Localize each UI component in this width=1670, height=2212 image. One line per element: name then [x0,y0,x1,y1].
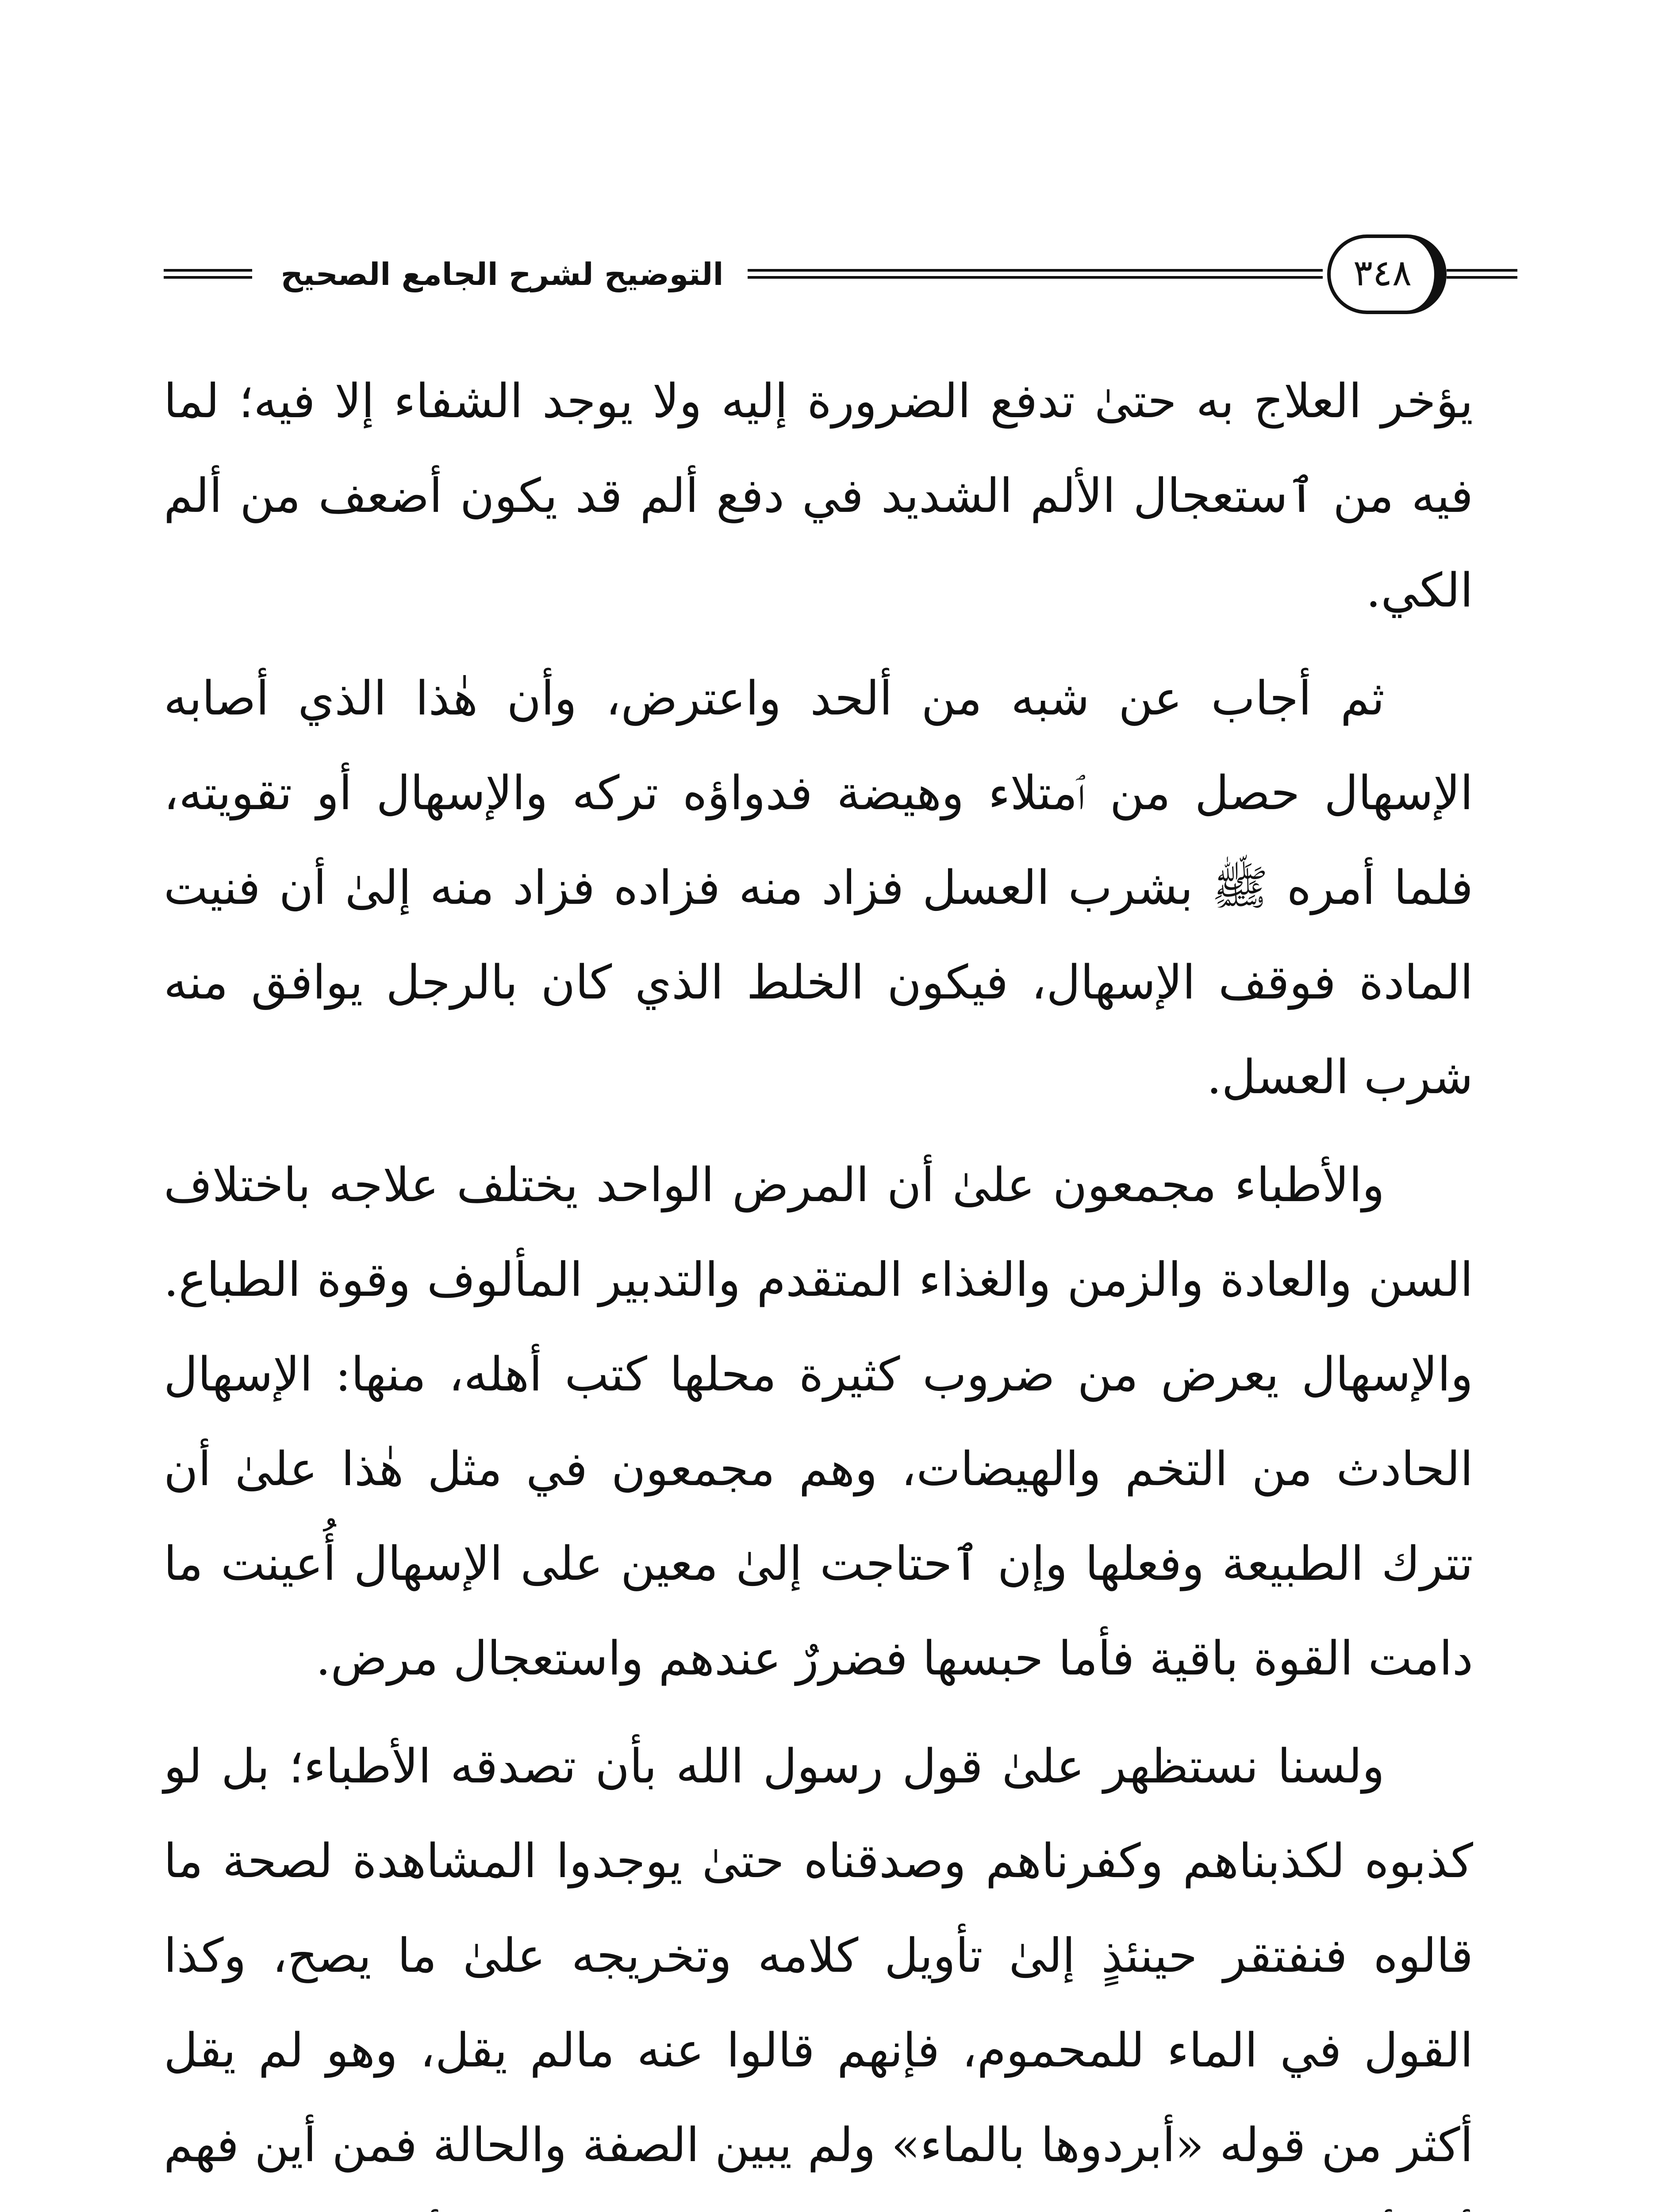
paragraph-1: يؤخر العلاج به حتىٰ تدفع الضرورة إليه ولا يوجد الشفاء إلا فيه؛ لما فيه من ٱستعجال الألم الشديد في دفع ألم قد يكون أضعف من ألم الكي. [164,374,1473,618]
paragraph-4 [164,1719,1473,2212]
header-rule-middle [748,269,1323,279]
paragraph-3: والأطباء مجمعون علىٰ أن المرض الواحد يختلف علاجه باختلاف السن والعادة والزمن والغذاء المتقدم والتدبير المألوف وقوة الطباع. والإسهال يعرض من ضروب كثيرة محلها كتب أهله، منها: الإسهال الحادث من التخم والهيضات، وهم مجمعون في مثل هٰذا علىٰ أن تترك الطبيعة وفعلها وإن ٱحتاجت إلىٰ معين على الإسهال أُعينت ما دامت القوة باقية فأما حبسها فضررٌ عندهم واستعجال مرض. [164,1158,1473,1686]
running-header [164,230,1517,323]
header-rule-left [164,269,252,279]
header-rule-right [1447,269,1517,279]
main-text [164,354,1473,2212]
paragraph-2: ثم أجاب عن شبه من ألحد واعترض، وأن هٰذا الذي أصابه الإسهال حصل من ٱمتلاء وهيضة فدواؤه تركه والإسهال أو تقويته، فلما أمره ﷺ بشرب العسل فزاد منه فزاده فزاد منه إلىٰ أن فنيت المادة فوقف الإسهال، فيكون الخلط الذي كان بالرجل يوافق منه شرب العسل. [164,671,1473,1104]
page-number: ٣٤٨ [1327,234,1447,314]
running-title: التوضيح لشرح الجامع الصحيح [280,256,724,292]
paragraph-4-text: ولسنا نستظهر علىٰ قول رسول الله بأن تصدقه الأطباء؛ بل لو كذبوه لكذبناهم وكفرناهم وصدقناه حتىٰ يوجدوا المشاهدة لصحة ما قالوه فنفتقر حينئذٍ إلىٰ تأويل كلامه وتخريجه علىٰ ما يصح، وكذا القول في الماء للمحموم، فإنهم قالوا عنه مالم يقل، وهو لم يقل أكثر من قوله «أبردوها بالماء» ولم يبين الصفة والحالة فمن أين فهم [164,1739,1473,2172]
